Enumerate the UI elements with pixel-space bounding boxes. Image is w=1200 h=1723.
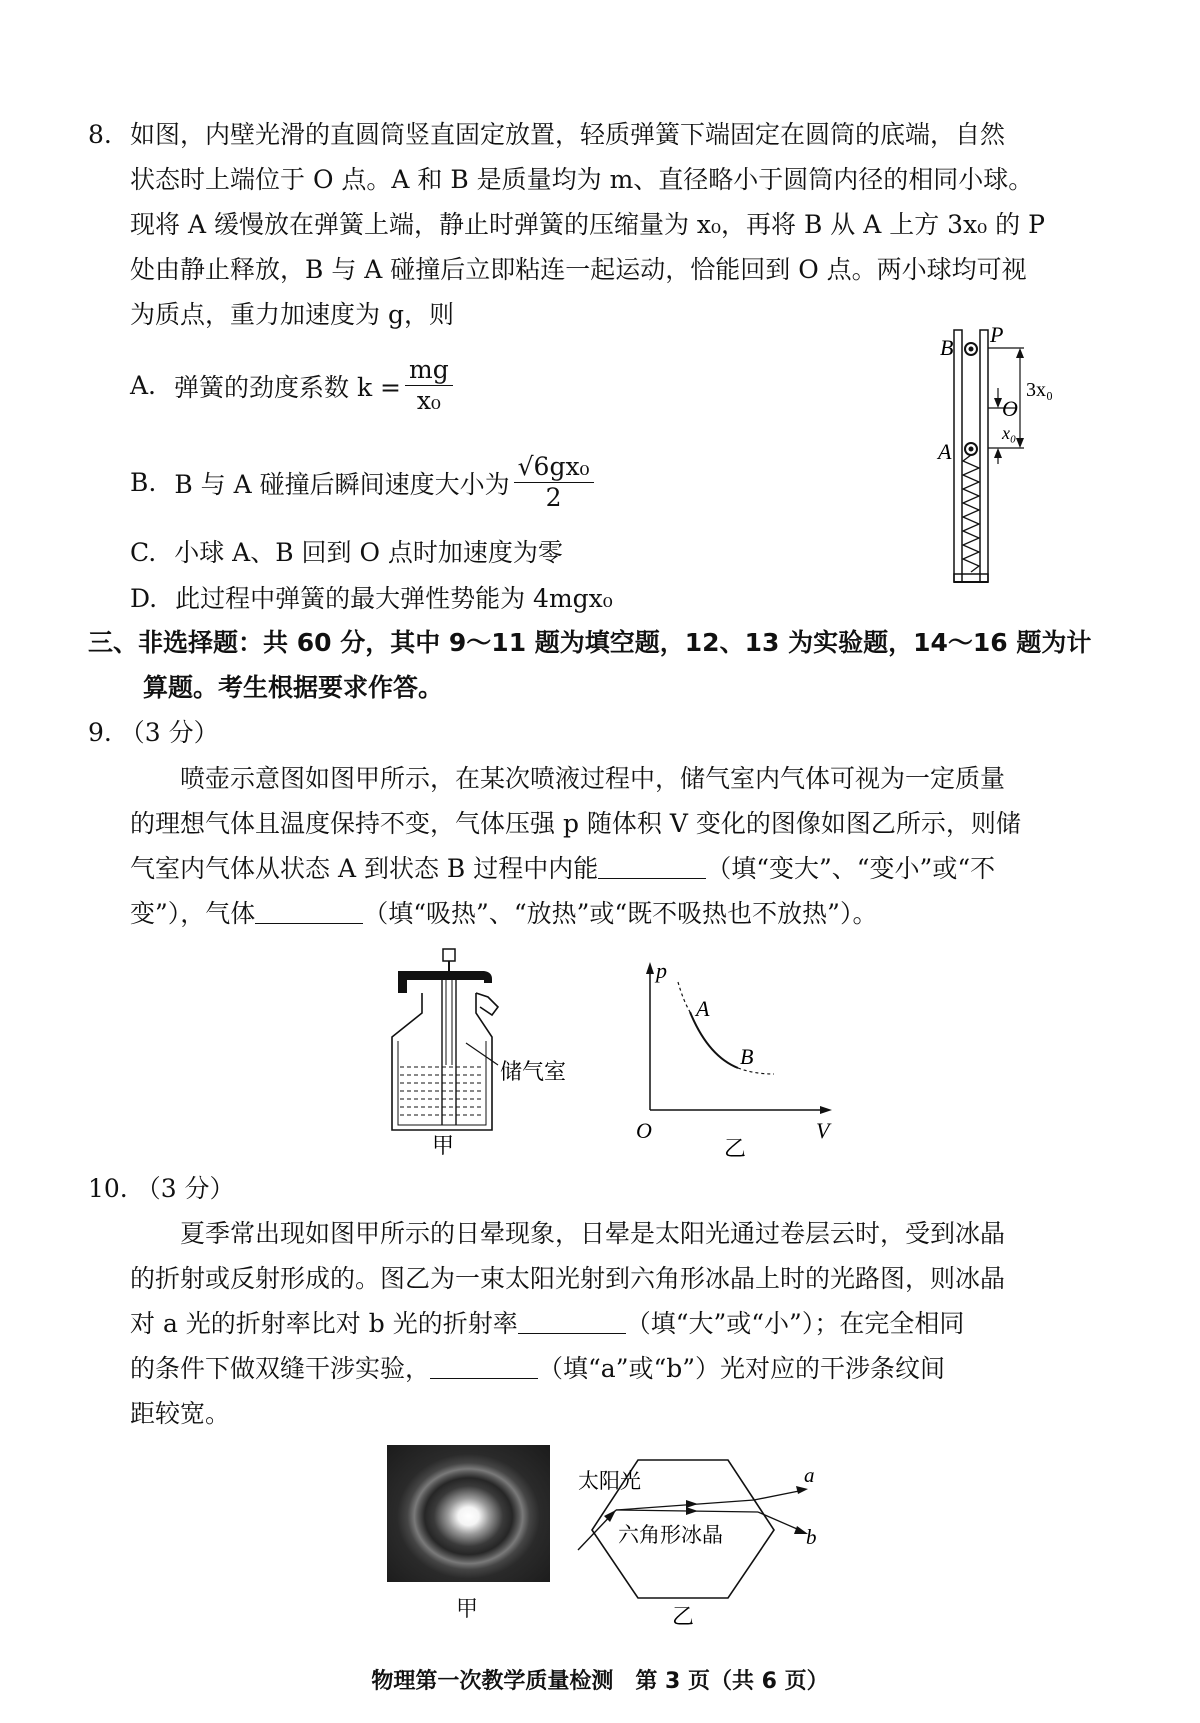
- q10-line-4-text: 的条件下做双缝干涉实验，: [130, 1354, 431, 1383]
- fig-label-o: O: [1002, 396, 1018, 421]
- option-d-label: D.: [130, 584, 158, 613]
- q9-line-3-text: 气室内气体从状态 A 到状态 B 过程中内能: [130, 854, 599, 883]
- option-a-label: A.: [130, 371, 157, 400]
- option-b-text: B 与 A 碰撞后瞬间速度大小为: [174, 469, 510, 499]
- q9-blank-heat[interactable]: [255, 901, 363, 924]
- q10-header: 10. （3 分）: [88, 1174, 235, 1203]
- q10-line-3-options: （填“大”或“小”）；在完全相同: [625, 1309, 965, 1338]
- q9-line-4: [130, 897, 877, 931]
- q9-fig-jia-caption: 甲: [432, 1134, 455, 1159]
- q10-blank-refractive-index[interactable]: [518, 1311, 626, 1334]
- q10-line-2: 的折射或反射形成的。图乙为一束太阳光射到六角形冰晶上时的光路图，则冰晶: [130, 1264, 1006, 1293]
- q10-line-1: 夏季常出现如图甲所示的日晕现象，日晕是太阳光通过卷层云时，受到冰晶: [180, 1219, 1006, 1248]
- option-b-numerator: √6gx₀: [514, 452, 594, 483]
- section3-heading-line1: 三、非选择题：共 60 分，其中 9～11 题为填空题，12、13 为实验题，14～16 题为计: [88, 628, 1092, 657]
- q9-header: 9. （3 分）: [88, 718, 219, 747]
- q10-halo-photo: [387, 1445, 550, 1582]
- q10-fig-yi-caption: 乙: [672, 1605, 695, 1630]
- q8-option-d: [130, 582, 613, 616]
- option-a-text: 弹簧的劲度系数 k =: [174, 372, 402, 402]
- q9-spray-bottle-figure: [380, 945, 610, 1159]
- q9-line-3-options: （填“变大”、“变小”或“不: [706, 854, 996, 883]
- q10-ray-b-label: b: [806, 1525, 817, 1549]
- q9-axis-v: V: [816, 1118, 830, 1143]
- q9-axis-p: p: [656, 958, 667, 983]
- page-footer: 物理第一次教学质量检测 第 3 页（共 6 页）: [371, 1669, 829, 1694]
- q10-line-5: 距较宽。: [130, 1399, 231, 1428]
- fig-label-a: A: [938, 439, 952, 464]
- q9-blank-internal-energy[interactable]: [598, 856, 706, 879]
- q8-option-b: [130, 452, 594, 513]
- q10-line-3-text: 对 a 光的折射率比对 b 光的折射率: [130, 1309, 518, 1338]
- q9-chamber-label: 储气室: [500, 1060, 567, 1085]
- q8-spring-tube-figure: [920, 322, 1060, 590]
- option-a-numerator: mg: [405, 355, 453, 386]
- q9-point-a: A: [696, 996, 710, 1021]
- q10-blank-light[interactable]: [430, 1356, 538, 1379]
- q9-line-3: [130, 852, 995, 886]
- q9-fig-yi-caption: 乙: [724, 1137, 747, 1162]
- option-b-denominator: 2: [545, 483, 562, 512]
- fig-label-p: P: [990, 322, 1004, 347]
- option-a-fraction: [405, 355, 453, 416]
- q9-origin: O: [636, 1118, 652, 1143]
- q9-line-4-options: （填“吸热”、“放热”或“既不吸热也不放热”）。: [363, 899, 878, 928]
- q9-pv-graph: [638, 960, 838, 1160]
- option-d-text: 此过程中弹簧的最大弹性势能为 4mgx₀: [175, 584, 613, 613]
- q8-line-4: 处由静止释放，B 与 A 碰撞后立即粘连一起运动，恰能回到 O 点。两小球均可视: [130, 255, 1027, 284]
- option-c-text: 小球 A、B 回到 O 点时加速度为零: [174, 538, 563, 567]
- q8-line-1: 如图，内壁光滑的直圆筒竖直固定放置，轻质弹簧下端固定在圆筒的底端，自然: [130, 120, 1006, 149]
- q9-line-1: 喷壶示意图如图甲所示，在某次喷液过程中，储气室内气体可视为一定质量: [180, 764, 1006, 793]
- q8-number: 8.: [88, 120, 112, 149]
- option-a-denominator: x₀: [416, 386, 441, 415]
- q10-line-4-options: （填“a”或“b”）光对应的干涉条纹间: [538, 1354, 946, 1383]
- q9-line-4-text: 变”），气体: [130, 899, 256, 928]
- q8-line-3: 现将 A 缓慢放在弹簧上端，静止时弹簧的压缩量为 x₀，再将 B 从 A 上方 3x₀ 的 P: [130, 210, 1045, 239]
- option-b-label: B.: [130, 468, 157, 497]
- q10-sunlight-label: 太阳光: [578, 1469, 641, 1493]
- fig-label-3x0: 3x₀: [1026, 379, 1053, 401]
- q8-line-2: 状态时上端位于 O 点。A 和 B 是质量均为 m、直径略小于圆筒内径的相同小球。: [130, 165, 1034, 194]
- q8-line-5: 为质点，重力加速度为 g，则: [130, 300, 454, 329]
- q10-ray-a-label: a: [804, 1463, 815, 1487]
- fig-label-b: B: [940, 335, 954, 360]
- q10-line-3: [130, 1307, 964, 1341]
- fig-label-x0: x₀: [1002, 423, 1017, 443]
- q10-crystal-label: 六角形冰晶: [618, 1523, 723, 1547]
- q8-option-a: [130, 355, 453, 416]
- q10-fig-jia-caption: 甲: [456, 1597, 479, 1622]
- q9-point-b: B: [740, 1044, 754, 1069]
- section3-heading-line2: 算题。考生根据要求作答。: [143, 673, 444, 702]
- option-b-fraction: [514, 452, 594, 513]
- q9-line-2: 的理想气体且温度保持不变，气体压强 p 随体积 V 变化的图像如图乙所示，则储: [130, 809, 1021, 838]
- q10-ice-crystal-diagram: [578, 1440, 838, 1630]
- option-c-label: C.: [130, 538, 157, 567]
- q8-option-c: [130, 536, 563, 570]
- q10-line-4: [130, 1352, 945, 1386]
